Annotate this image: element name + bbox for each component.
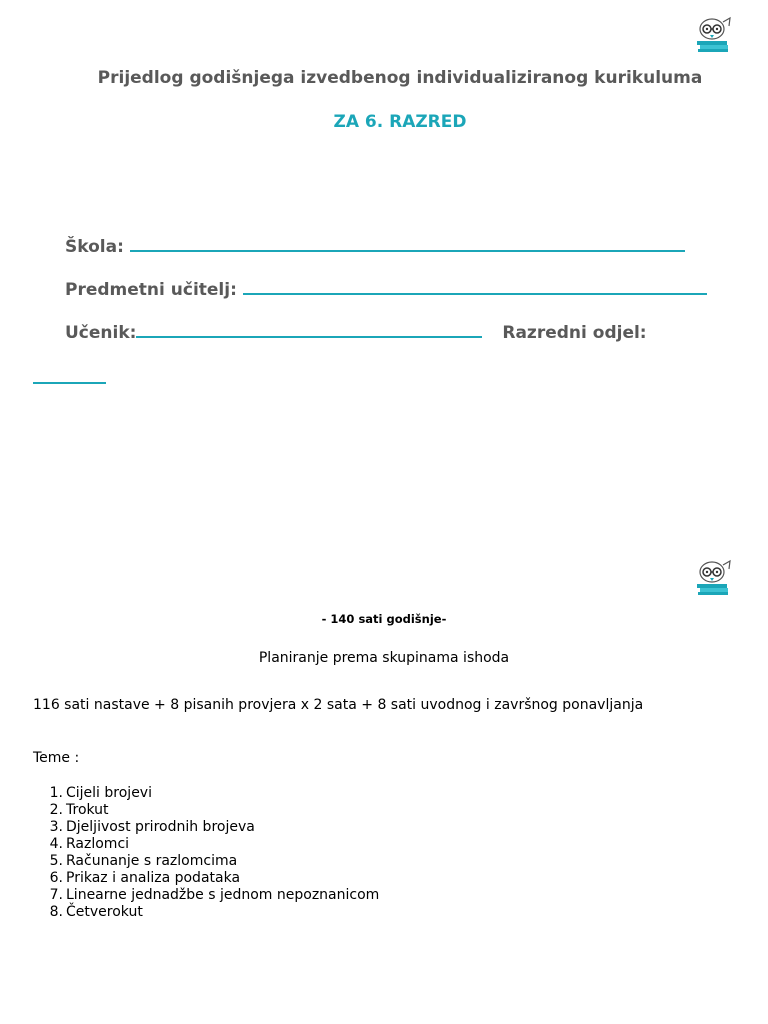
class-blank-line[interactable] — [33, 362, 106, 384]
topic-number: 4. — [49, 836, 63, 852]
topic-number: 7. — [49, 887, 63, 903]
topic-item — [45, 785, 379, 802]
topic-label: Djeljivost prirodnih brojeva — [66, 819, 255, 835]
topic-item — [45, 853, 379, 870]
topic-number: 2. — [49, 802, 63, 818]
topic-number: 8. — [49, 904, 63, 920]
topic-label: Cijeli brojevi — [66, 785, 152, 801]
teacher-field — [65, 273, 707, 300]
topics-list — [45, 785, 379, 921]
topic-number: 3. — [49, 819, 63, 835]
annual-hours: - 140 sati godišnje- — [321, 612, 447, 626]
teacher-blank-line[interactable] — [243, 273, 707, 295]
school-label: Škola: — [65, 237, 124, 257]
topic-item — [45, 870, 379, 887]
topic-item — [45, 904, 379, 921]
topic-number: 5. — [49, 853, 63, 869]
topic-label: Linearne jednadžbe s jednom nepoznanicom — [66, 887, 380, 903]
class-label: Razredni odjel: — [502, 323, 647, 343]
topic-label: Prikaz i analiza podataka — [66, 870, 241, 886]
topic-label: Razlomci — [66, 836, 130, 852]
hours-breakdown: 116 sati nastave + 8 pisanih provjera x 2 sata + 8 sati uvodnog i završnog ponavljanja — [33, 697, 644, 713]
page-subtitle: ZA 6. RAZRED — [333, 112, 467, 132]
student-blank-line[interactable] — [136, 316, 482, 338]
topic-number: 6. — [49, 870, 63, 886]
school-blank-line[interactable] — [130, 230, 685, 252]
topic-number: 1. — [49, 785, 63, 801]
teacher-label: Predmetni učitelj: — [65, 280, 237, 300]
student-label: Učenik: — [65, 323, 137, 343]
planning-text: Planiranje prema skupinama ishoda — [258, 650, 510, 666]
page-title: Prijedlog godišnjega izvedbenog individualiziranog kurikuluma — [97, 68, 703, 88]
topic-item — [45, 802, 379, 819]
topic-item — [45, 819, 379, 836]
topic-item — [45, 887, 379, 904]
topics-label: Teme : — [33, 750, 80, 766]
student-field — [65, 316, 647, 343]
school-field — [65, 230, 685, 257]
owl-books-logo-icon — [694, 14, 734, 54]
class-field — [33, 362, 106, 388]
owl-books-logo-icon — [694, 557, 734, 597]
topic-label: Četverokut — [66, 904, 143, 920]
topic-item — [45, 836, 379, 853]
topic-label: Računanje s razlomcima — [66, 853, 238, 869]
topic-label: Trokut — [66, 802, 109, 818]
